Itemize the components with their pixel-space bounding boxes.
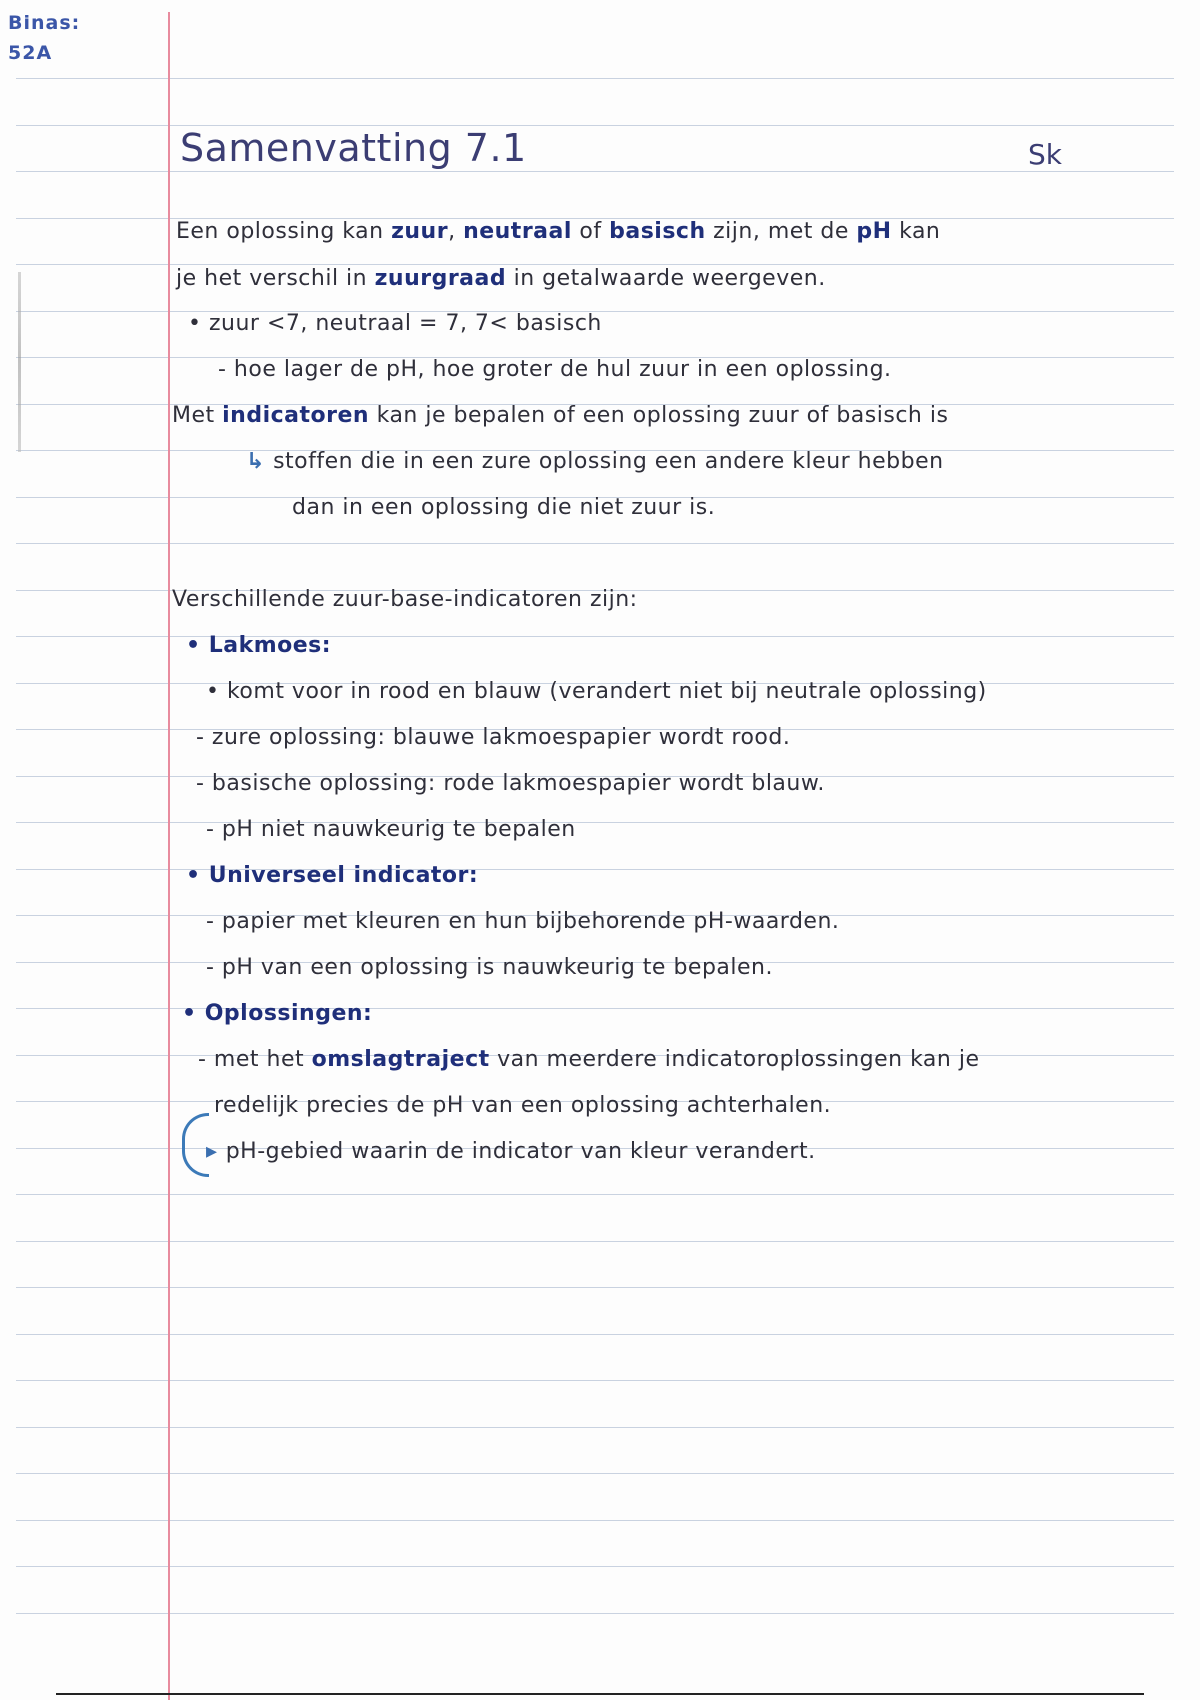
author-initials: Sk [1028, 138, 1062, 171]
rule-line [16, 1566, 1174, 1567]
highlighted-term: indicatoren [222, 403, 370, 428]
rule-line [16, 78, 1174, 79]
arrow-icon: ↳ [246, 449, 274, 474]
page-edge-shadow [18, 272, 21, 452]
note-text: in getalwaarde weergeven. [506, 266, 826, 291]
margin-line [168, 12, 170, 1700]
note-line [172, 402, 948, 430]
note-line [176, 218, 940, 246]
rule-line [16, 171, 1174, 172]
note-text: - met het [198, 1047, 312, 1072]
arrow-icon: ▸ [206, 1139, 226, 1164]
highlighted-term: zuurgraad [374, 266, 507, 291]
note-text: - zure oplossing: blauwe lakmoespapier wordt rood. [196, 725, 791, 750]
rule-line [16, 1241, 1174, 1242]
highlighted-term: pH [856, 219, 892, 244]
note-text: Een oplossing kan [176, 219, 392, 244]
highlighted-term: • Lakmoes: [186, 633, 332, 658]
binas-code: 52A [8, 42, 53, 64]
note-line [196, 724, 790, 752]
rule-line [16, 1287, 1174, 1288]
note-text: - basische oplossing: rode lakmoespapier wordt blauw. [196, 771, 825, 796]
note-line [172, 586, 638, 614]
highlighted-term: • Universeel indicator: [186, 863, 479, 888]
note-line [198, 1046, 980, 1074]
note-text: , [448, 219, 464, 244]
note-text: van meerdere indicatoroplossingen kan je [489, 1047, 980, 1072]
note-text: of [571, 219, 610, 244]
rule-line [16, 822, 1174, 823]
note-text: zijn, met de [705, 219, 857, 244]
note-line [188, 310, 602, 338]
note-line [176, 265, 826, 293]
note-text: - hoe lager de pH, hoe groter de hul zuur in een oplossing. [218, 357, 892, 382]
note-text: • zuur <7, neutraal = 7, 7< basisch [188, 311, 602, 336]
rule-line [16, 1194, 1174, 1195]
page-title: Samenvatting 7.1 [180, 126, 527, 170]
binas-reference [8, 8, 80, 68]
note-line [186, 862, 478, 890]
bracket-mark [182, 1113, 209, 1177]
rule-line [16, 1427, 1174, 1428]
note-line [206, 816, 576, 844]
note-line [206, 908, 839, 936]
rule-line [16, 1613, 1174, 1614]
highlighted-term: basisch [609, 219, 706, 244]
note-text: - papier met kleuren en hun bijbehorende pH-waarden. [206, 909, 840, 934]
rule-line [16, 1380, 1174, 1381]
note-text: stoffen die in een zure oplossing een andere kleur hebben [273, 449, 944, 474]
note-line [292, 494, 715, 522]
highlighted-term: omslagtraject [311, 1047, 490, 1072]
note-text: Met [172, 403, 223, 428]
highlighted-term: neutraal [463, 219, 572, 244]
note-line [186, 632, 331, 660]
note-line [206, 1138, 816, 1166]
note-line [182, 1000, 372, 1028]
rule-line [16, 1334, 1174, 1335]
highlighted-term: • Oplossingen: [182, 1001, 373, 1026]
note-line [246, 448, 944, 476]
note-text: • komt voor in rood en blauw (verandert niet bij neutrale oplossing) [206, 679, 987, 704]
page-bottom-edge [56, 1693, 1144, 1695]
note-line [214, 1092, 831, 1120]
note-text: redelijk precies de pH van een oplossing achterhalen. [214, 1093, 832, 1118]
note-text: Verschillende zuur-base-indicatoren zijn: [172, 587, 638, 612]
rule-line [16, 543, 1174, 544]
rule-line [16, 1473, 1174, 1474]
highlighted-term: zuur [391, 219, 449, 244]
note-line [206, 954, 773, 982]
note-text: dan in een oplossing die niet zuur is. [292, 495, 716, 520]
note-text: pH-gebied waarin de indicator van kleur verandert. [225, 1139, 816, 1164]
binas-label: Binas: [8, 12, 81, 34]
note-text: je het verschil in [176, 266, 375, 291]
note-line [206, 678, 987, 706]
rule-line [16, 1520, 1174, 1521]
note-text: - pH niet nauwkeurig te bepalen [206, 817, 576, 842]
note-line [218, 356, 892, 384]
note-line [196, 770, 825, 798]
note-text: kan je bepalen of een oplossing zuur of basisch is [369, 403, 949, 428]
note-text: - pH van een oplossing is nauwkeurig te bepalen. [206, 955, 773, 980]
note-text: kan [891, 219, 941, 244]
